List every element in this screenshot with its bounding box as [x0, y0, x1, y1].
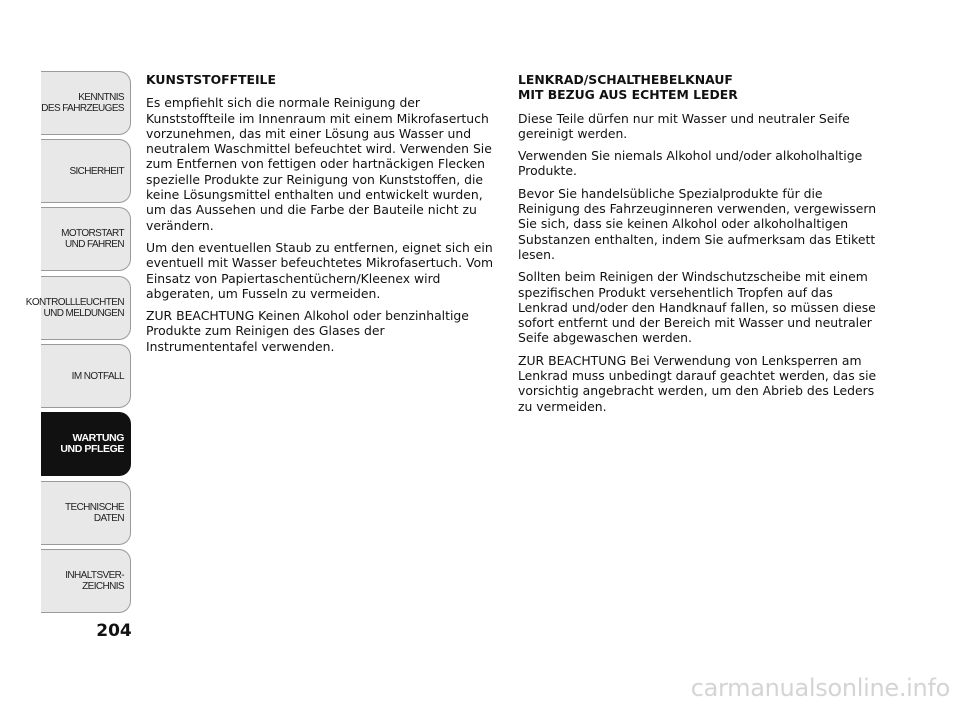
tab-label-line: MOTORSTART [61, 228, 124, 239]
tab-label-line: SICHERHEIT [69, 165, 124, 177]
section-heading: LENKRAD/SCHALTHEBELKNAUF MIT BEZUG AUS ECHTEM LEDER [518, 72, 738, 103]
tab-technische-daten[interactable] [41, 481, 131, 545]
paragraph: Um den eventuellen Staub zu entfernen, eignet sich ein eventuell mit Wasser befeuchtetes Mikrofasertuch. Vom Einsatz von Papiertaschentüchern/Kleenex wird abgeraten, um Fusseln zu vermeiden. [146, 239, 494, 301]
section-lenkrad-schalthebelknauf [518, 72, 878, 421]
tab-label-line: TECHNISCHE [64, 502, 124, 513]
section-kunststoffteile [146, 72, 498, 361]
tab-label-line: UND MELDUNGEN [43, 308, 124, 319]
tab-sicherheit[interactable] [41, 139, 131, 203]
tab-label-line: INHALTSVER- [65, 570, 124, 581]
tab-motorstart-und-fahren[interactable] [41, 207, 131, 271]
tab-label-line: WARTUNG [72, 432, 124, 444]
page-number: 204 [96, 621, 132, 641]
tab-kenntnis-des-fahrzeuges[interactable] [41, 71, 131, 135]
tab-wartung-und-pflege[interactable] [41, 412, 131, 476]
paragraph: Verwenden Sie niemals Alkohol und/oder alkoholhaltige Produkte. [518, 148, 863, 179]
section-heading: KUNSTSTOFFTEILE [146, 72, 276, 87]
tab-im-notfall[interactable] [41, 344, 131, 408]
watermark: carmanualsonline.info [690, 674, 950, 702]
tab-label-line: KENNTNIS [78, 92, 124, 103]
paragraph: Diese Teile dürfen nur mit Wasser und neutraler Seife gereinigt werden. [518, 110, 850, 141]
paragraph: ZUR BEACHTUNG Keinen Alkohol oder benzinhaltige Produkte zum Reinigen des Glases der Instrumententafel verwenden. [146, 308, 469, 354]
tab-inhaltsverzeichnis[interactable] [41, 549, 131, 613]
tab-label-line: KONTROLLLEUCHTEN [25, 297, 124, 308]
tab-label-line: IM NOTFALL [71, 370, 124, 382]
tab-label-line: UND PFLEGE [60, 443, 124, 455]
tab-label-line: DES FAHRZEUGES [41, 103, 124, 114]
paragraph: Sollten beim Reinigen der Windschutzscheibe mit einem spezifischen Produkt versehentlich Tropfen auf das Lenkrad und/oder den Handknauf fallen, so müssen diese sofort entfernt und der Bereich mit Wasser und neutraler Seife abgewaschen werden. [518, 269, 876, 346]
tab-label-line: DATEN [93, 513, 124, 524]
paragraph: ZUR BEACHTUNG Bei Verwendung von Lenksperren am Lenkrad muss unbedingt darauf geachtet werden, das sie vorsichtig angebracht werden, um den Abrieb des Leders zu vermeiden. [518, 352, 877, 414]
tab-kontrollleuchten-und-meldungen[interactable] [25, 276, 131, 340]
paragraph: Es empfiehlt sich die normale Reinigung der Kunststoffteile im Innenraum mit einem Mikrofasertuch vorzunehmen, das mit einer Lösung aus Wasser und neutralem Waschmittel befeuchtet wird. Verwenden Sie zum Entfernen von fettigen oder hartnäckigen Flecken spezielle Produkte zur Reinigung von Kunststoffen, die keine Lösungsmittel enthalten und entwickelt wurden, um das Aussehen und die Farbe der Bauteile nicht zu verändern. [146, 95, 492, 233]
tab-label-line: ZEICHNIS [82, 581, 124, 592]
tab-label-line: UND FAHREN [64, 239, 124, 250]
paragraph: Bevor Sie handelsübliche Spezialprodukte für die Reinigung des Fahrzeuginneren verwenden, vergewissern Sie sich, dass sie keinen Alkohol oder alkoholhaltigen Substanzen enthalten, indem Sie aufmerksam das Etikett lesen. [518, 185, 877, 262]
